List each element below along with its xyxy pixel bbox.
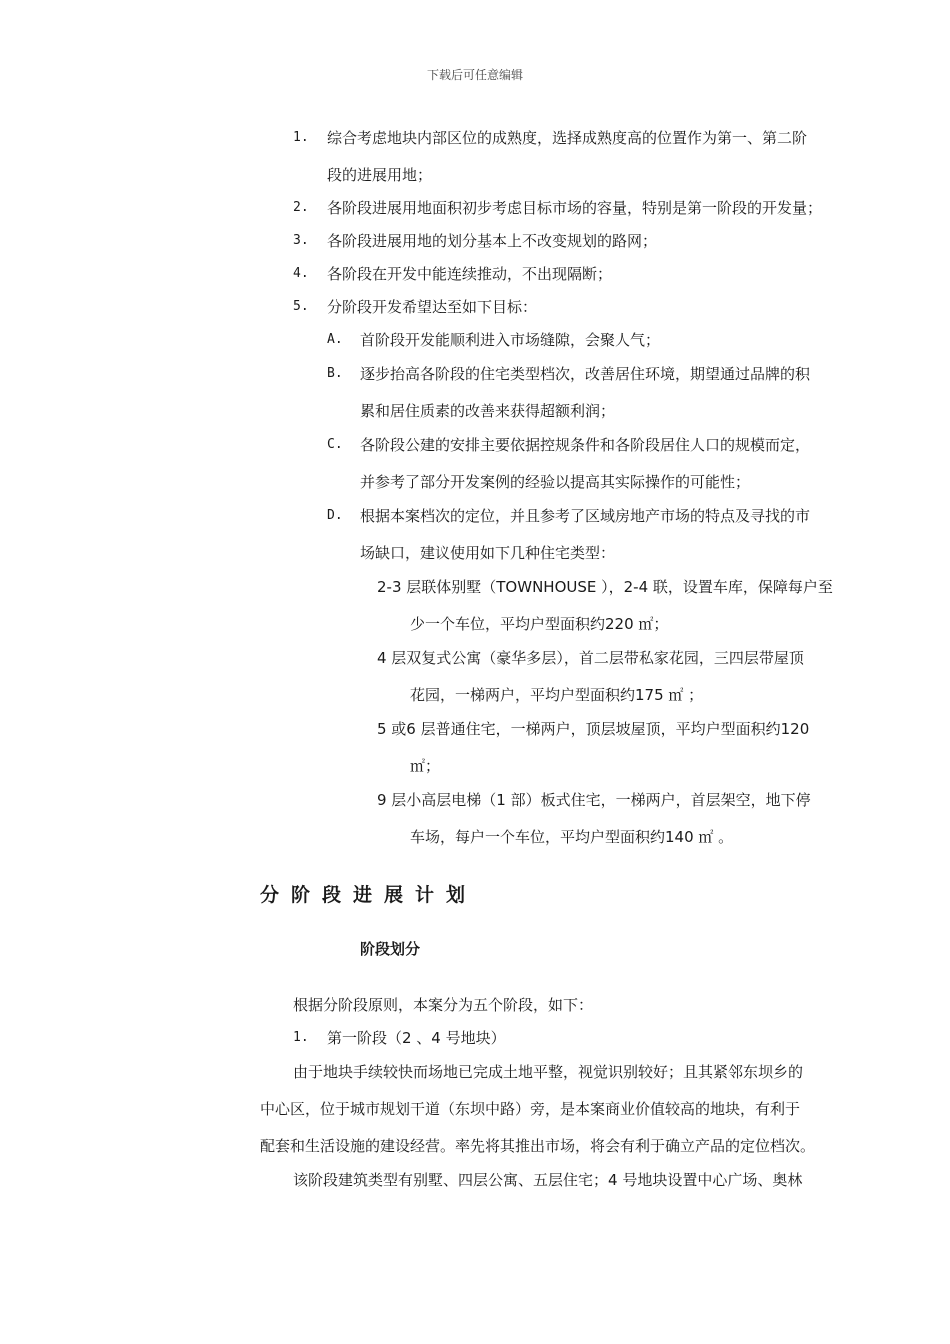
subsection-heading: 阶段划分 bbox=[360, 940, 421, 958]
housing-type-text: 花园，一梯两户，平均户型面积约175 ㎡ ； bbox=[410, 686, 704, 704]
paragraph-line: 配套和生活设施的建设经营。率先将其推出市场，将会有利于确立产品的定位档次。 bbox=[260, 1137, 816, 1155]
intro-text: 根据分阶段原则，本案分为五个阶段，如下： bbox=[293, 996, 594, 1014]
phase-number: 1. bbox=[293, 1030, 309, 1045]
sublist-letter: A. bbox=[327, 332, 343, 347]
list-item-text: 各阶段进展用地的划分基本上不改变规划的路网； bbox=[327, 232, 658, 250]
sublist-item-text: 首阶段开发能顺利进入市场缝隙，会聚人气； bbox=[360, 331, 661, 349]
housing-type-text: 9 层小高层电梯（1 部）板式住宅，一梯两户，首层架空，地下停 bbox=[377, 791, 811, 809]
section-heading: 分阶段进展计划 bbox=[260, 884, 478, 906]
paragraph-line: 中心区，位于城市规划干道（东坝中路）旁，是本案商业价值较高的地块，有利于 bbox=[260, 1100, 801, 1118]
sublist-letter: C. bbox=[327, 437, 343, 452]
list-item-text: 分阶段开发希望达至如下目标： bbox=[327, 298, 538, 316]
sublist-item-text: 累和居住质素的改善来获得超额利润； bbox=[360, 402, 616, 420]
list-item-text: 各阶段在开发中能连续推动，不出现隔断； bbox=[327, 265, 613, 283]
sublist-item-text: 根据本案档次的定位，并且参考了区域房地产市场的特点及寻找的市 bbox=[360, 507, 811, 525]
paragraph-line: 由于地块手续较快而场地已完成土地平整，视觉识别较好；且其紧邻东坝乡的 bbox=[293, 1063, 804, 1081]
phase-title: 第一阶段（2 、4 号地块） bbox=[327, 1029, 506, 1047]
housing-type-text: 少一个车位，平均户型面积约220 ㎡； bbox=[410, 615, 669, 633]
page-header-note: 下载后可任意编辑 bbox=[426, 68, 523, 82]
list-number: 3. bbox=[293, 233, 309, 248]
housing-type-text: 4 层双复式公寓（豪华多层），首二层带私家花园，三四层带屋顶 bbox=[377, 649, 804, 667]
list-item-text: 各阶段进展用地面积初步考虑目标市场的容量，特别是第一阶段的开发量； bbox=[327, 199, 823, 217]
sublist-item-text: 逐步抬高各阶段的住宅类型档次，改善居住环境，期望通过品牌的积 bbox=[360, 365, 811, 383]
housing-type-text: 5 或6 层普通住宅，一梯两户，顶层坡屋顶，平均户型面积约120 bbox=[377, 720, 810, 738]
sublist-letter: B. bbox=[327, 366, 343, 381]
list-number: 5. bbox=[293, 299, 309, 314]
list-item-text: 段的进展用地； bbox=[327, 166, 433, 184]
paragraph-line: 该阶段建筑类型有别墅、四层公寓、五层住宅；4 号地块设置中心广场、奥林 bbox=[293, 1171, 803, 1189]
list-number: 2. bbox=[293, 200, 309, 215]
list-number: 4. bbox=[293, 266, 309, 281]
housing-type-text: 2-3 层联体别墅（TOWNHOUSE ），2-4 联，设置车库，保障每户至 bbox=[377, 578, 833, 596]
list-number: 1. bbox=[293, 130, 309, 145]
housing-type-text: 车场，每户一个车位，平均户型面积约140 ㎡ 。 bbox=[410, 828, 734, 846]
sublist-item-text: 场缺口，建议使用如下几种住宅类型： bbox=[360, 544, 616, 562]
list-item-text: 综合考虑地块内部区位的成熟度，选择成熟度高的位置作为第一、第二阶 bbox=[327, 129, 808, 147]
housing-type-text: ㎡； bbox=[410, 757, 441, 775]
sublist-item-text: 各阶段公建的安排主要依据控规条件和各阶段居住人口的规模而定， bbox=[360, 436, 811, 454]
sublist-item-text: 并参考了部分开发案例的经验以提高其实际操作的可能性； bbox=[360, 473, 751, 491]
sublist-letter: D. bbox=[327, 508, 343, 523]
